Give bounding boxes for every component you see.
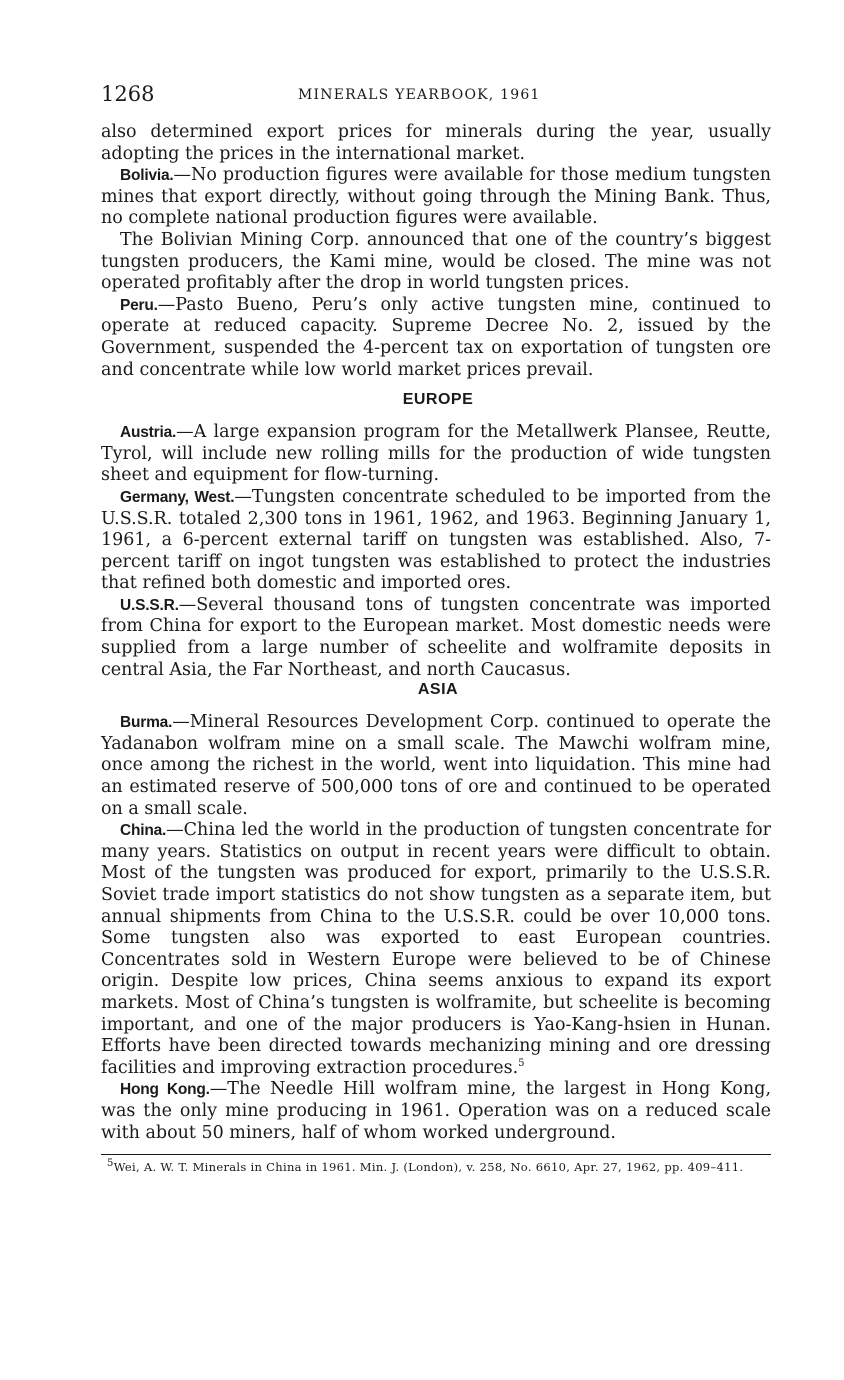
footnote-text: Wei, A. W. T. Minerals in China in 1961. Min. J. (London), v. 258, No. 6610, Apr. 27, 1962, pp. 409–411. (113, 1160, 744, 1175)
ussr-paragraph (101, 595, 771, 681)
china-text: —China led the world in the production of tungsten concentrate for many years. Statistics on output in recent years were difficult to obtain. Most of the tungsten was produced for export, primarily to the U.S.S.R. Soviet trade import statistics do not show tungsten as a separate item, but annual shipments from China to the U.S.S.R. could be over 10,000 tons. Some tungsten also was exported to east European countries. Concentrates sold in Western Europe were believed to be of Chinese origin. Despite low prices, China seems anxious to expand its export markets. Most of China’s tungsten is wolframite, but scheelite is becoming important, and one of the major producers is Yao-Kang-hsien in Hunan. Efforts have been directed towards mechanizing mining and ore dressing facilities and improving extraction procedures. (101, 820, 771, 1078)
page-header (101, 82, 771, 112)
running-head: MINERALS YEARBOOK, 1961 (298, 87, 541, 103)
austria-text: —A large expansion program for the Metallwerk Plansee, Reutte, Tyrol, will include new rolling mills for the production of wide tungsten sheet and equipment for flow-turning. (101, 422, 771, 486)
ussr-text: —Several thousand tons of tungsten concentrate was imported from China for export to the European market. Most domestic needs were supplied from a large number of scheelite and wolframite deposits in central Asia, the Far Northeast, and north Caucasus. (101, 594, 771, 680)
china-lead: China. (120, 822, 167, 840)
footnote (101, 1158, 771, 1175)
hong-kong-lead: Hong Kong. (120, 1081, 210, 1099)
burma-text: —Mineral Resources Development Corp. continued to operate the Yadanabon wolfram mine on a small scale. The Mawchi wolfram mine, once among the richest in the world, went into liquidation. This mine had an estimated reserve of 500,000 tons of ore and continued to be operated on a small scale. (101, 712, 771, 819)
germany-text: —Tungsten concentrate scheduled to be imported from the U.S.S.R. totaled 2,300 tons in 1961, 1962, and 1963. Beginning January 1, 1961, a 6-percent external tariff on tungsten was established. Also, 7-percent tariff on ingot tungsten was established to protect the industries that refined both domestic and imported ores. (101, 486, 772, 594)
ussr-lead: U.S.S.R. (120, 596, 179, 614)
germany-lead: Germany, West. (120, 488, 235, 506)
footnote-number: 5 (107, 1158, 114, 1170)
page-number: 1268 (101, 82, 155, 106)
burma-lead: Burma. (120, 714, 173, 732)
section-heading-europe: EUROPE (402, 391, 474, 409)
peru-paragraph (101, 295, 771, 381)
china-paragraph (101, 820, 771, 1079)
austria-paragraph (101, 422, 771, 487)
austria-lead: Austria. (120, 424, 177, 442)
bolivia-text: —No production figures were available for those medium tungsten mines that export directly, without going through the Mining Bank. Thus, no complete national production figures were available. (101, 165, 771, 229)
germany-paragraph (101, 487, 771, 595)
footnote-reference: 5 (518, 1057, 525, 1069)
burma-paragraph (101, 712, 771, 820)
intro-paragraph: also determined export prices for minerals during the year, usually adopting the prices in the international market. (101, 122, 771, 164)
hong-kong-text: —The Needle Hill wolfram mine, the largest in Hong Kong, was the only mine producing in 1961. Operation was on a reduced scale with about 50 miners, half of whom worked underground. (101, 1079, 772, 1143)
bolivia-paragraph-2: The Bolivian Mining Corp. announced that one of the country’s biggest tungsten producers, the Kami mine, would be closed. The mine was not operated profitably after the drop in world tungsten prices. (101, 229, 771, 294)
peru-text: —Pasto Bueno, Peru’s only active tungsten mine, continued to operate at reduced capacity. Supreme Decree No. 2, issued by the Government, suspended the 4-percent tax on exportation of tungsten ore and concentrate while low world market prices prevail. (101, 294, 771, 380)
peru-lead: Peru. (120, 296, 158, 314)
document-page (101, 82, 771, 1174)
hong-kong-paragraph (101, 1079, 771, 1144)
footnote-divider (101, 1154, 771, 1155)
section-heading-asia: ASIA (417, 681, 459, 699)
bolivia-paragraph (101, 165, 771, 230)
bolivia-lead: Bolivia. (120, 167, 174, 185)
